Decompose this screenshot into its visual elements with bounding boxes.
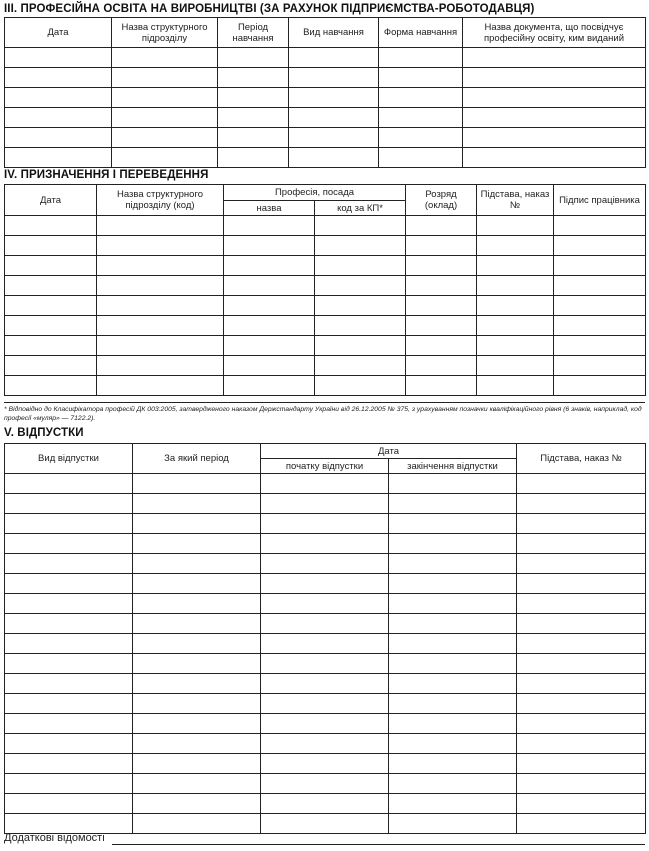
form-row — [5, 474, 646, 494]
section5-title: V. ВІДПУСТКИ — [4, 427, 84, 439]
section5-body — [5, 474, 646, 834]
form-cell[interactable] — [218, 148, 289, 168]
s5-col-end: закінчення відпустки — [389, 459, 517, 474]
form-cell[interactable] — [112, 128, 218, 148]
form-cell[interactable] — [224, 216, 315, 236]
form-cell[interactable] — [289, 108, 379, 128]
form-cell[interactable] — [97, 296, 224, 316]
form-cell[interactable] — [389, 574, 517, 594]
form-cell[interactable] — [517, 714, 646, 734]
form-row — [5, 296, 646, 316]
section3-header-row — [5, 18, 646, 48]
form-cell[interactable] — [289, 148, 379, 168]
form-cell[interactable] — [5, 108, 112, 128]
s4-col-signature: Підпис працівника — [554, 185, 646, 216]
form-cell[interactable] — [315, 376, 406, 396]
form-cell[interactable] — [554, 336, 646, 356]
form-cell[interactable] — [5, 316, 97, 336]
section3-body — [5, 48, 646, 168]
s5-col-period: За який період — [133, 444, 261, 474]
form-cell[interactable] — [315, 356, 406, 376]
form-cell[interactable] — [389, 554, 517, 574]
form-cell[interactable] — [133, 634, 261, 654]
form-cell[interactable] — [389, 814, 517, 834]
form-cell[interactable] — [389, 514, 517, 534]
extra-info-label: Додаткові відомості — [4, 832, 105, 844]
form-row — [5, 48, 646, 68]
form-cell[interactable] — [97, 336, 224, 356]
form-cell[interactable] — [5, 634, 133, 654]
form-row — [5, 336, 646, 356]
form-row — [5, 534, 646, 554]
form-row — [5, 694, 646, 714]
form-cell[interactable] — [261, 694, 389, 714]
form-cell[interactable] — [224, 356, 315, 376]
form-cell[interactable] — [379, 148, 463, 168]
form-cell[interactable] — [5, 594, 133, 614]
form-cell[interactable] — [133, 674, 261, 694]
s3-col-date: Дата — [5, 18, 112, 48]
form-cell[interactable] — [5, 794, 133, 814]
form-cell[interactable] — [517, 474, 646, 494]
form-cell[interactable] — [554, 356, 646, 376]
form-cell[interactable] — [5, 554, 133, 574]
form-cell[interactable] — [554, 276, 646, 296]
form-row — [5, 634, 646, 654]
s3-col-department: Назва структурного підрозділу — [112, 18, 218, 48]
form-cell[interactable] — [261, 574, 389, 594]
form-cell[interactable] — [5, 514, 133, 534]
form-cell[interactable] — [261, 654, 389, 674]
form-cell[interactable] — [261, 674, 389, 694]
form-cell[interactable] — [97, 376, 224, 396]
form-cell[interactable] — [315, 216, 406, 236]
form-cell[interactable] — [463, 108, 646, 128]
form-cell[interactable] — [97, 276, 224, 296]
form-cell[interactable] — [261, 734, 389, 754]
form-cell[interactable] — [289, 128, 379, 148]
section4-footnote: * Відповідно до Класифікатора професій ДК 003:2005, затвердженого наказом Держстандарту України від 26.12.2005 № 375, з урахуванням позначки кваліфікаційного рівня (6 знаків, наприклад, код професії «муляр» — 7122.2). — [4, 406, 642, 422]
form-row — [5, 654, 646, 674]
form-row — [5, 88, 646, 108]
form-cell[interactable] — [97, 356, 224, 376]
form-cell[interactable] — [389, 714, 517, 734]
form-cell[interactable] — [477, 296, 554, 316]
form-cell[interactable] — [315, 316, 406, 336]
form-cell[interactable] — [289, 88, 379, 108]
section5-table — [4, 443, 646, 834]
form-cell[interactable] — [224, 296, 315, 316]
form-cell[interactable] — [517, 754, 646, 774]
form-cell[interactable] — [5, 814, 133, 834]
form-cell[interactable] — [389, 674, 517, 694]
form-row — [5, 356, 646, 376]
form-cell[interactable] — [133, 534, 261, 554]
form-cell[interactable] — [218, 68, 289, 88]
form-cell[interactable] — [389, 634, 517, 654]
form-cell[interactable] — [379, 88, 463, 108]
form-cell[interactable] — [379, 68, 463, 88]
form-cell[interactable] — [218, 88, 289, 108]
form-cell[interactable] — [289, 48, 379, 68]
section3-title: ІІІ. ПРОФЕСІЙНА ОСВІТА НА ВИРОБНИЦТВІ (ЗА РАХУНОК ПІДПРИЄМСТВА-РОБОТОДАВЦЯ) — [4, 3, 535, 15]
s4-col-profession: Професія, посада — [224, 185, 406, 201]
form-cell[interactable] — [133, 514, 261, 534]
form-cell[interactable] — [463, 68, 646, 88]
form-cell[interactable] — [97, 236, 224, 256]
s5-col-basis: Підстава, наказ № — [517, 444, 646, 474]
form-cell[interactable] — [517, 554, 646, 574]
form-cell[interactable] — [97, 256, 224, 276]
form-cell[interactable] — [463, 88, 646, 108]
form-cell[interactable] — [389, 794, 517, 814]
form-row — [5, 814, 646, 834]
form-cell[interactable] — [406, 336, 477, 356]
form-cell[interactable] — [5, 48, 112, 68]
form-cell[interactable] — [133, 734, 261, 754]
form-cell[interactable] — [224, 336, 315, 356]
form-cell[interactable] — [5, 774, 133, 794]
form-row — [5, 574, 646, 594]
form-cell[interactable] — [389, 754, 517, 774]
section4-title: ІV. ПРИЗНАЧЕННЯ І ПЕРЕВЕДЕННЯ — [4, 169, 209, 181]
form-cell[interactable] — [133, 654, 261, 674]
form-cell[interactable] — [379, 48, 463, 68]
form-cell[interactable] — [406, 376, 477, 396]
form-cell[interactable] — [389, 534, 517, 554]
form-row — [5, 554, 646, 574]
form-cell[interactable] — [112, 48, 218, 68]
form-row — [5, 276, 646, 296]
form-cell[interactable] — [517, 634, 646, 654]
form-cell[interactable] — [517, 674, 646, 694]
form-cell[interactable] — [133, 474, 261, 494]
section4-header-row-1 — [5, 185, 646, 201]
form-cell[interactable] — [5, 276, 97, 296]
form-cell[interactable] — [5, 216, 97, 236]
s4-col-department: Назва структурного підрозділу (код) — [97, 185, 224, 216]
form-cell[interactable] — [517, 594, 646, 614]
form-row — [5, 256, 646, 276]
form-cell[interactable] — [5, 734, 133, 754]
form-cell[interactable] — [133, 554, 261, 574]
form-cell[interactable] — [133, 494, 261, 514]
form-row — [5, 494, 646, 514]
section5-header-row-1 — [5, 444, 646, 459]
s3-col-training-type: Вид навчання — [289, 18, 379, 48]
form-cell[interactable] — [554, 216, 646, 236]
form-row — [5, 794, 646, 814]
form-cell[interactable] — [261, 794, 389, 814]
form-cell[interactable] — [517, 534, 646, 554]
form-cell[interactable] — [477, 256, 554, 276]
s4-col-date: Дата — [5, 185, 97, 216]
form-cell[interactable] — [224, 316, 315, 336]
form-cell[interactable] — [5, 654, 133, 674]
form-cell[interactable] — [517, 814, 646, 834]
form-row — [5, 376, 646, 396]
form-cell[interactable] — [554, 236, 646, 256]
s3-col-training-form: Форма навчання — [379, 18, 463, 48]
form-cell[interactable] — [554, 256, 646, 276]
form-cell[interactable] — [517, 794, 646, 814]
form-cell[interactable] — [133, 794, 261, 814]
form-cell[interactable] — [5, 754, 133, 774]
form-cell[interactable] — [477, 276, 554, 296]
form-cell[interactable] — [261, 514, 389, 534]
form-cell[interactable] — [112, 68, 218, 88]
form-cell[interactable] — [517, 734, 646, 754]
form-cell[interactable] — [5, 256, 97, 276]
form-cell[interactable] — [406, 216, 477, 236]
form-cell[interactable] — [133, 594, 261, 614]
form-row — [5, 148, 646, 168]
form-cell[interactable] — [5, 714, 133, 734]
form-cell[interactable] — [261, 774, 389, 794]
form-cell[interactable] — [224, 256, 315, 276]
form-cell[interactable] — [389, 614, 517, 634]
form-cell[interactable] — [315, 336, 406, 356]
form-cell[interactable] — [5, 674, 133, 694]
form-cell[interactable] — [477, 236, 554, 256]
form-cell[interactable] — [379, 128, 463, 148]
form-cell[interactable] — [389, 594, 517, 614]
form-row — [5, 68, 646, 88]
form-cell[interactable] — [261, 494, 389, 514]
s4-col-profession-name: назва — [224, 201, 315, 216]
form-cell[interactable] — [517, 694, 646, 714]
form-row — [5, 774, 646, 794]
form-cell[interactable] — [379, 108, 463, 128]
form-cell[interactable] — [5, 376, 97, 396]
form-cell[interactable] — [261, 614, 389, 634]
form-cell[interactable] — [133, 754, 261, 774]
form-cell[interactable] — [133, 574, 261, 594]
form-row — [5, 754, 646, 774]
form-cell[interactable] — [261, 814, 389, 834]
form-row — [5, 108, 646, 128]
form-cell[interactable] — [97, 216, 224, 236]
form-cell[interactable] — [261, 554, 389, 574]
form-row — [5, 128, 646, 148]
form-cell[interactable] — [5, 148, 112, 168]
form-cell[interactable] — [463, 128, 646, 148]
form-cell[interactable] — [97, 316, 224, 336]
form-cell[interactable] — [463, 148, 646, 168]
s4-col-basis: Підстава, наказ № — [477, 185, 554, 216]
section4-body — [5, 216, 646, 396]
form-cell[interactable] — [406, 296, 477, 316]
footnote-rule — [4, 402, 645, 403]
form-cell[interactable] — [5, 694, 133, 714]
form-cell[interactable] — [261, 534, 389, 554]
form-cell[interactable] — [389, 694, 517, 714]
form-cell[interactable] — [5, 296, 97, 316]
form-cell[interactable] — [5, 474, 133, 494]
form-cell[interactable] — [218, 108, 289, 128]
extra-info-line[interactable] — [112, 844, 645, 845]
form-cell[interactable] — [5, 614, 133, 634]
form-cell[interactable] — [406, 316, 477, 336]
form-cell[interactable] — [315, 296, 406, 316]
form-cell[interactable] — [315, 256, 406, 276]
form-cell[interactable] — [261, 634, 389, 654]
form-row — [5, 514, 646, 534]
form-cell[interactable] — [289, 68, 379, 88]
s5-col-type: Вид відпустки — [5, 444, 133, 474]
form-cell[interactable] — [224, 276, 315, 296]
form-cell[interactable] — [112, 88, 218, 108]
form-cell[interactable] — [5, 356, 97, 376]
form-cell[interactable] — [477, 376, 554, 396]
form-cell[interactable] — [389, 774, 517, 794]
form-cell[interactable] — [315, 236, 406, 256]
form-cell[interactable] — [5, 574, 133, 594]
s4-col-rank: Розряд (оклад) — [406, 185, 477, 216]
form-row — [5, 614, 646, 634]
form-cell[interactable] — [5, 336, 97, 356]
form-row — [5, 734, 646, 754]
form-cell[interactable] — [477, 336, 554, 356]
form-cell[interactable] — [554, 296, 646, 316]
form-row — [5, 236, 646, 256]
s3-col-document: Назва документа, що посвідчує професійну освіту, ким виданий — [463, 18, 646, 48]
form-cell[interactable] — [261, 714, 389, 734]
form-row — [5, 316, 646, 336]
form-cell[interactable] — [406, 236, 477, 256]
form-cell[interactable] — [517, 494, 646, 514]
s3-col-period: Період навчання — [218, 18, 289, 48]
form-cell[interactable] — [517, 514, 646, 534]
form-cell[interactable] — [261, 594, 389, 614]
s5-col-date: Дата — [261, 444, 517, 459]
form-row — [5, 714, 646, 734]
form-cell[interactable] — [477, 316, 554, 336]
form-cell[interactable] — [5, 128, 112, 148]
form-cell[interactable] — [406, 356, 477, 376]
s5-col-start: початку відпустки — [261, 459, 389, 474]
form-cell[interactable] — [389, 494, 517, 514]
form-cell[interactable] — [218, 48, 289, 68]
form-cell[interactable] — [5, 534, 133, 554]
form-row — [5, 594, 646, 614]
form-cell[interactable] — [133, 614, 261, 634]
form-cell[interactable] — [5, 88, 112, 108]
form-cell[interactable] — [5, 236, 97, 256]
form-cell[interactable] — [133, 714, 261, 734]
form-cell[interactable] — [261, 754, 389, 774]
form-cell[interactable] — [517, 774, 646, 794]
form-cell[interactable] — [218, 128, 289, 148]
form-cell[interactable] — [406, 256, 477, 276]
form-cell[interactable] — [5, 494, 133, 514]
form-cell[interactable] — [463, 48, 646, 68]
form-cell[interactable] — [477, 356, 554, 376]
form-cell[interactable] — [554, 316, 646, 336]
form-cell[interactable] — [133, 814, 261, 834]
section3-table — [4, 17, 646, 168]
form-cell[interactable] — [477, 216, 554, 236]
form-cell[interactable] — [261, 474, 389, 494]
form-cell[interactable] — [112, 108, 218, 128]
form-cell[interactable] — [389, 474, 517, 494]
form-cell[interactable] — [517, 614, 646, 634]
form-cell[interactable] — [315, 276, 406, 296]
s4-col-profession-code: код за КП* — [315, 201, 406, 216]
form-row — [5, 216, 646, 236]
form-cell[interactable] — [554, 376, 646, 396]
form-cell[interactable] — [133, 774, 261, 794]
form-cell[interactable] — [5, 68, 112, 88]
form-row — [5, 674, 646, 694]
form-cell[interactable] — [224, 376, 315, 396]
section4-table — [4, 184, 646, 396]
form-cell[interactable] — [389, 654, 517, 674]
form-cell[interactable] — [517, 574, 646, 594]
form-cell[interactable] — [224, 236, 315, 256]
form-cell[interactable] — [112, 148, 218, 168]
form-cell[interactable] — [406, 276, 477, 296]
form-cell[interactable] — [133, 694, 261, 714]
form-cell[interactable] — [517, 654, 646, 674]
form-cell[interactable] — [389, 734, 517, 754]
